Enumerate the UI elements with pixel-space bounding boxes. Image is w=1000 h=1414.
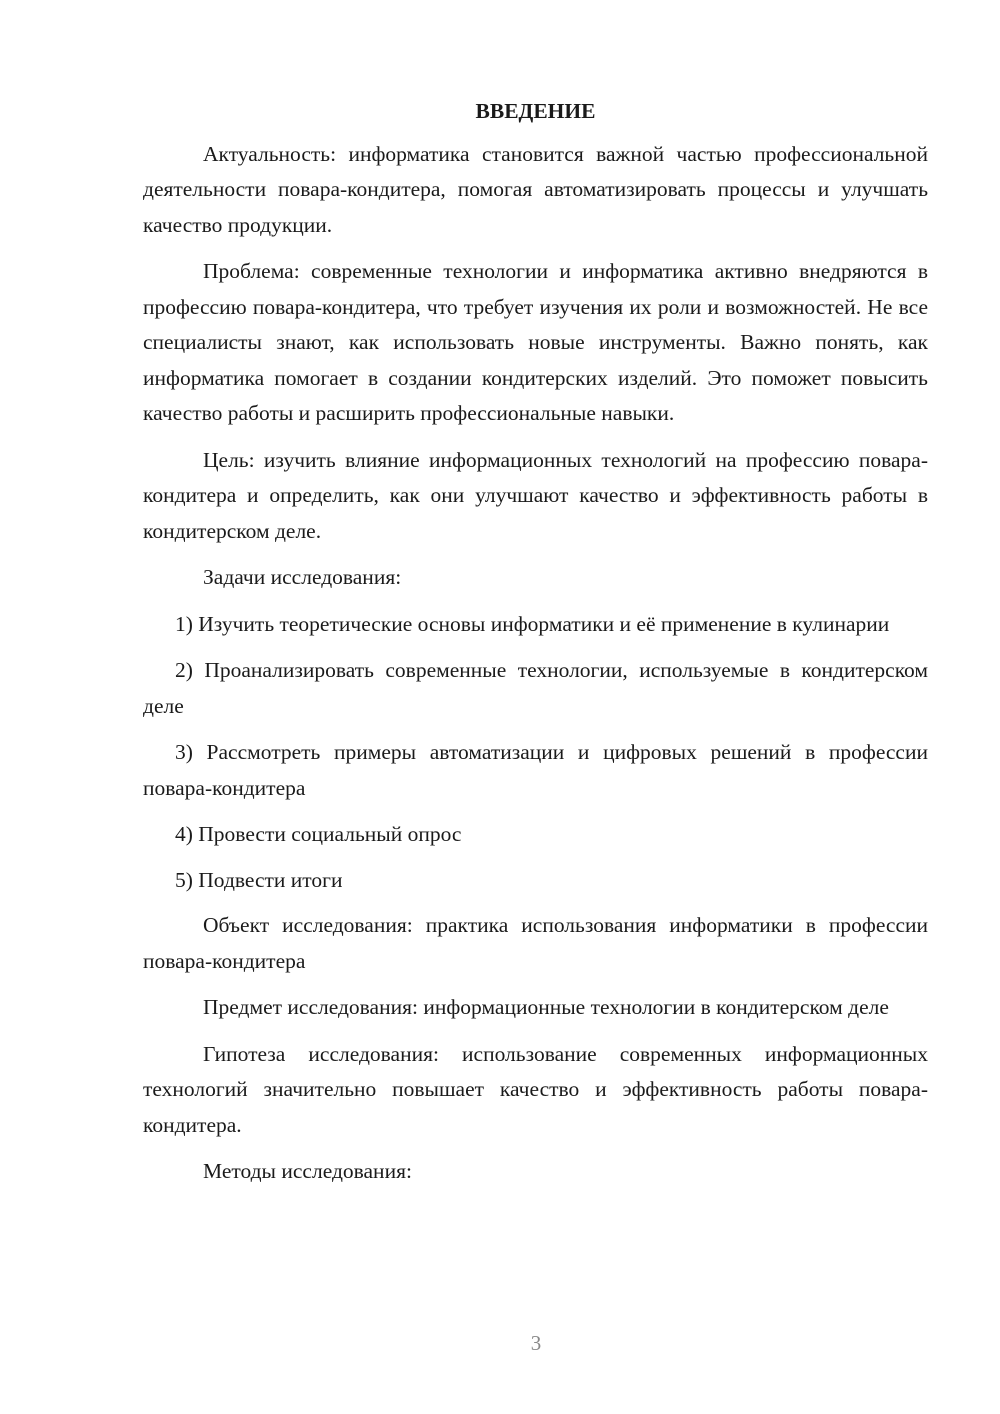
document-page — [143, 90, 928, 1201]
problem-paragraph: Проблема: современные технологии и информатика активно внедряются в профессию повара-кондитера, что требует изучения их роли и возможностей. Не все специалисты знают, как использовать новые инструменты. Важно понять, как информатика помогает в создании кондитерских изделий. Это поможет повысить качество работы и расширить профессиональные навыки. — [143, 259, 928, 425]
task-item-1: 1) Изучить теоретические основы информатики и её применение в кулинарии — [175, 611, 890, 636]
goal-paragraph: Цель: изучить влияние информационных технологий на профессию повара-кондитера и определить, как они улучшают качество и эффективность работы в кондитерском деле. — [143, 447, 928, 543]
page-number: 3 — [530, 1331, 542, 1355]
methods-heading: Методы исследования: — [203, 1159, 412, 1183]
tasks-heading: Задачи исследования: — [203, 565, 402, 589]
object-paragraph: Объект исследования: практика использования информатики в профессии повара-кондитера — [143, 913, 928, 973]
relevance-paragraph: Актуальность: информатика становится важной частью профессиональной деятельности повара-кондитера, помогая автоматизировать процессы и улучшать качество продукции. — [143, 141, 928, 237]
section-title: ВВЕДЕНИЕ — [475, 99, 596, 123]
task-item-4: 4) Провести социальный опрос — [175, 822, 462, 846]
task-item-3: 3) Рассмотреть примеры автоматизации и цифровых решений в профессии повара-кондитера — [143, 740, 928, 800]
task-item-2: 2) Проанализировать современные технологии, используемые в кондитерском деле — [143, 658, 928, 718]
subject-paragraph: Предмет исследования: информационные технологии в кондитерском деле — [203, 995, 889, 1019]
hypothesis-paragraph: Гипотеза исследования: использование современных информационных технологий значительно повышает качество и эффективность работы повара-кондитера. — [143, 1041, 928, 1137]
task-item-5: 5) Подвести итоги — [175, 867, 343, 892]
